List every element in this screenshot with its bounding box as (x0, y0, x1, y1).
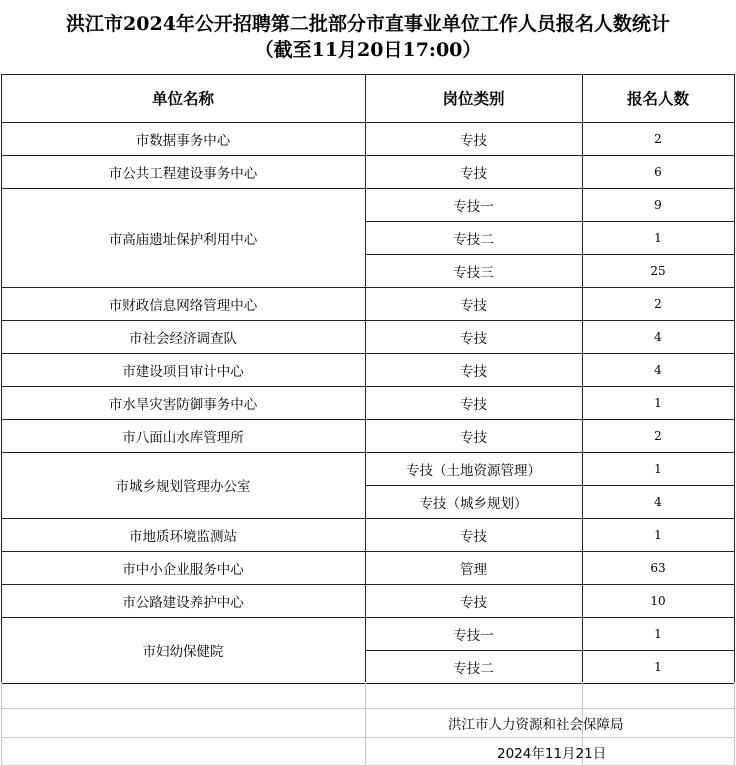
post-type-cell: 专技 (460, 165, 487, 182)
post-type-cell: 专技 (460, 429, 487, 446)
applicant-count-cell: 2 (654, 131, 662, 146)
table-top-border (1, 74, 735, 75)
unit-name-cell: 市中小企业服务中心 (122, 561, 244, 578)
applicant-count-cell: 4 (654, 494, 662, 509)
applicant-count-cell: 10 (650, 593, 666, 608)
post-type-cell: 专技二 (453, 660, 494, 677)
post-type-cell: 专技 (460, 132, 487, 149)
post-type-cell: 专技（城乡规划） (419, 495, 528, 512)
post-type-cell: 专技一 (453, 627, 494, 644)
unit-name-cell: 市城乡规划管理办公室 (115, 479, 251, 495)
unit-name-cell: 市妇幼保健院 (142, 644, 224, 660)
post-type-cell: 专技 (460, 396, 487, 413)
table-right-border (734, 74, 735, 684)
unit-name-cell: 市公共工程建设事务中心 (108, 165, 258, 182)
table-left-border (1, 74, 2, 684)
issuer-name: 洪江市人力资源和社会保障局 (448, 717, 624, 733)
unit-name-cell: 市高庙遗址保护利用中心 (108, 231, 258, 248)
post-type-cell: 专技 (460, 330, 487, 347)
post-type-cell: 管理 (460, 561, 487, 578)
applicant-count-cell: 1 (654, 395, 662, 410)
applicant-count-cell: 4 (654, 329, 662, 344)
applicant-count-cell: 9 (654, 197, 662, 212)
unit-name-cell: 市社会经济调查队 (129, 330, 237, 347)
applicant-count-cell: 1 (654, 626, 662, 641)
footer-gridline (1, 682, 2, 765)
applicant-count-cell: 1 (654, 230, 662, 245)
page-subtitle: （截至11月20日17:00） (254, 39, 482, 61)
page-title: 洪江市2024年公开招聘第二批部分市直事业单位工作人员报名人数统计 (66, 13, 670, 35)
column-header-applicant-count: 报名人数 (626, 90, 689, 108)
column-header-unit: 单位名称 (151, 90, 214, 108)
applicant-count-cell: 1 (654, 527, 662, 542)
column-divider (365, 74, 366, 684)
applicant-count-cell: 2 (654, 428, 662, 443)
post-type-cell: 专技三 (453, 264, 494, 281)
unit-name-cell: 市财政信息网络管理中心 (108, 297, 258, 314)
applicant-count-cell: 6 (654, 164, 662, 179)
post-type-cell: 专技一 (453, 198, 494, 215)
issue-date: 2024年11月21日 (497, 745, 607, 762)
sub-row-divider (365, 254, 735, 255)
sub-row-divider (365, 485, 735, 486)
unit-name-cell: 市地质环境监测站 (129, 528, 237, 545)
applicant-count-cell: 1 (654, 461, 662, 476)
post-type-cell: 专技 (460, 297, 487, 314)
applicant-count-cell: 63 (650, 560, 666, 575)
applicant-count-cell: 2 (654, 296, 662, 311)
unit-name-cell: 市建设项目审计中心 (122, 363, 244, 380)
footer-gridline (365, 682, 366, 765)
applicant-count-cell: 1 (654, 659, 662, 674)
column-divider (582, 74, 583, 684)
unit-name-cell: 市公路建设养护中心 (122, 594, 244, 611)
unit-name-cell: 市数据事务中心 (135, 132, 231, 149)
post-type-cell: 专技 (460, 363, 487, 380)
sub-row-divider (365, 221, 735, 222)
row-divider (1, 683, 735, 684)
post-type-cell: 专技 (460, 594, 487, 611)
sub-row-divider (365, 650, 735, 651)
unit-name-cell: 市八面山水库管理所 (122, 429, 244, 446)
applicant-count-cell: 25 (650, 263, 666, 278)
unit-name-cell: 市水旱灾害防御事务中心 (108, 396, 258, 413)
post-type-cell: 专技（土地资源管理） (406, 462, 541, 479)
post-type-cell: 专技 (460, 528, 487, 545)
post-type-cell: 专技二 (453, 231, 494, 248)
column-header-post-type: 岗位类别 (442, 90, 505, 108)
footer-gridline (734, 682, 735, 765)
applicant-count-cell: 4 (654, 362, 662, 377)
